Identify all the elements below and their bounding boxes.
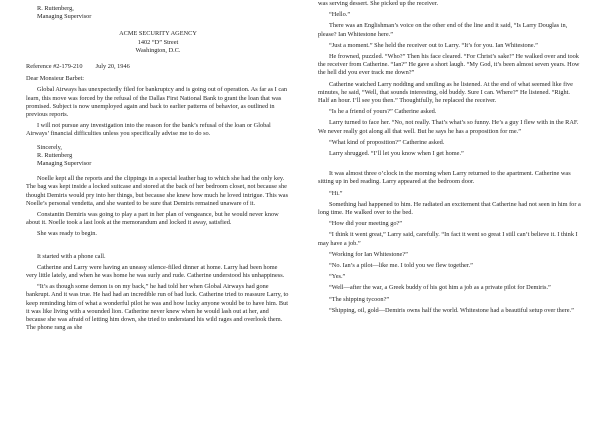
signature-name: R. Ruttenberg, xyxy=(37,5,74,12)
body-paragraph: It was almost three o’clock in the morning when Larry returned to the apartment. Catherine was sitting up in bed reading. Larry appeared at the bedroom door. xyxy=(318,170,571,186)
body-paragraph: “What kind of proposition?” Catherine asked. xyxy=(329,138,445,146)
body-paragraph: “Yes.” xyxy=(329,273,346,281)
body-paragraph: Larry turned to face her. “No, not really. That’s what’s so funny. He’s a guy I flew with in the RAF. We never really got along all that well. But he says he has a proposition for me.” xyxy=(318,119,579,135)
signature-title: Managing Supervisor xyxy=(37,160,92,168)
body-paragraph: He frowned, puzzled. “Who?” Then his face cleared. “For Christ’s sake!” He walked over and took the receiver from Catherine. “Ian?” He gave a short laugh. “My God, it’s been almost seven years. How the hell did you ever track me down?” xyxy=(318,53,580,77)
body-paragraph: “Hello.” xyxy=(329,11,351,19)
agency-city: Washington, D.C. xyxy=(135,46,181,54)
reference-line xyxy=(26,63,290,71)
signature-name: R. Ruttenberg xyxy=(37,151,73,159)
body-paragraph: Larry shrugged. “I’ll let you know when I get home.” xyxy=(329,150,464,158)
right-column xyxy=(318,0,582,315)
body-paragraph: Catherine watched Larry nodding and smiling as he listened. At the end of what seemed like five minutes, he said, “Well, that sounds interesting, old buddy. Sure I can. Where?” He listened. “Right. Half an hour. I’ll see you then.” Thoughtfully, he replaced the receiver. xyxy=(318,80,573,105)
letter-date: July 20, 1946 xyxy=(95,63,130,71)
closing: Sincerely, xyxy=(37,143,62,151)
dialogue-block xyxy=(318,0,582,158)
reference-number: Reference #2-179-210 xyxy=(26,63,83,71)
body-paragraph: Constantin Demiris was going to play a part in her plan of vengeance, but he would never know about it. Noelle took a last look at the memorandum and locked it away, satisfied. xyxy=(26,211,279,227)
letter-paragraph: Global Airways has unexpectedly filed for bankruptcy and is going out of operation. As far as I can learn, this move was forced by the refusal of the Dallas First National Bank to grant the loan that was promised. Subject is now unemployed again and back to earlier patterns of behavior, as outlined in previous reports. xyxy=(26,86,288,119)
body-paragraph: Catherine and Larry were having an uneasy silence-filled dinner at home. Larry had been home very little lately, and when he was home he was surly and rude. Catherine understood his unhappiness. xyxy=(26,263,285,280)
body-paragraph: “Working for Ian Whitestone?” xyxy=(329,250,408,258)
dialogue-block-after-break xyxy=(318,170,582,315)
body-paragraph: “Shipping, oil, gold—Demiris owns half the world. Whitestone had a beautiful setup over there.” xyxy=(329,306,574,314)
body-paragraph: There was an Englishman’s voice on the other end of the line and it said, “Is Larry Douglas in, please? Ian Whitestone here.” xyxy=(318,22,568,38)
body-paragraph: “Hi.” xyxy=(329,189,343,197)
body-paragraph: “Is he a friend of yours?” Catherine asked. xyxy=(329,108,437,116)
body-paragraph: was serving dessert. She picked up the receiver. xyxy=(318,0,439,7)
signature-title: Managing Supervisor xyxy=(37,13,92,21)
salutation: Dear Monsieur Barbet: xyxy=(26,75,85,83)
body-paragraph: “The shipping tycoon?” xyxy=(329,295,390,303)
body-paragraph: “I think it went great,” Larry said, carefully. “In fact it went so great I still can’t believe it. I think I may have a job.” xyxy=(318,231,578,247)
body-paragraph: “Well—after the war, a Greek buddy of his got him a job as a private pilot for Demiris.” xyxy=(329,284,551,292)
letter-top-signature xyxy=(26,0,290,21)
agency-street: 1402 “D” Street xyxy=(137,38,179,46)
body-paragraph: “How did your meeting go?” xyxy=(329,220,403,228)
agency-name: ACME SECURITY AGENCY xyxy=(119,30,197,38)
left-column xyxy=(26,0,290,333)
letter-paragraph: I will not pursue any investigation into the reason for the bank’s refusal of the loan or Global Airways’ financial difficulties unless you specifically advise me to do so. xyxy=(26,122,271,138)
body-paragraph: She was ready to begin. xyxy=(37,230,97,238)
body-paragraph: Noelle kept all the reports and the clippings in a special leather bag to which she had the only key. The bag was kept inside a locked suitcase and stored at the back of her bedroom closet, not because she thought Demiris would pry into her things, but because she knew how much he loved intrigue. This was Noelle’s personal vendetta, and she wanted to be sure that Demiris remained unaware of it. xyxy=(26,175,289,207)
body-paragraph: “It’s as though some demon is on my back,” he had told her when Global Airways had gone bankrupt. And it was true. He had had an incredible run of bad luck. Catherine tried to reassure Larry, to keep reminding him of what a wonderful pilot he was and how lucky anyone would be to have him. But it was like living with a wounded lion. Catherine never knew when he would lash out at her, and because she was afraid of letting him down, she tried to understand his wild rages and overlook them. The phone rang as she xyxy=(26,283,289,332)
body-paragraph: Something had happened to him. He radiated an excitement that Catherine had not seen in him for a long time. He walked over to the bed. xyxy=(318,200,581,217)
letter-closing xyxy=(26,144,290,169)
body-paragraph: “No. Ian’s a pilot—like me. I told you we flew together.” xyxy=(329,262,473,270)
body-paragraph: “Just a moment.” She held the receiver out to Larry. “It’s for you. Ian Whitestone.” xyxy=(329,41,538,49)
body-paragraph: It started with a phone call. xyxy=(37,252,106,260)
letterhead xyxy=(26,30,290,55)
